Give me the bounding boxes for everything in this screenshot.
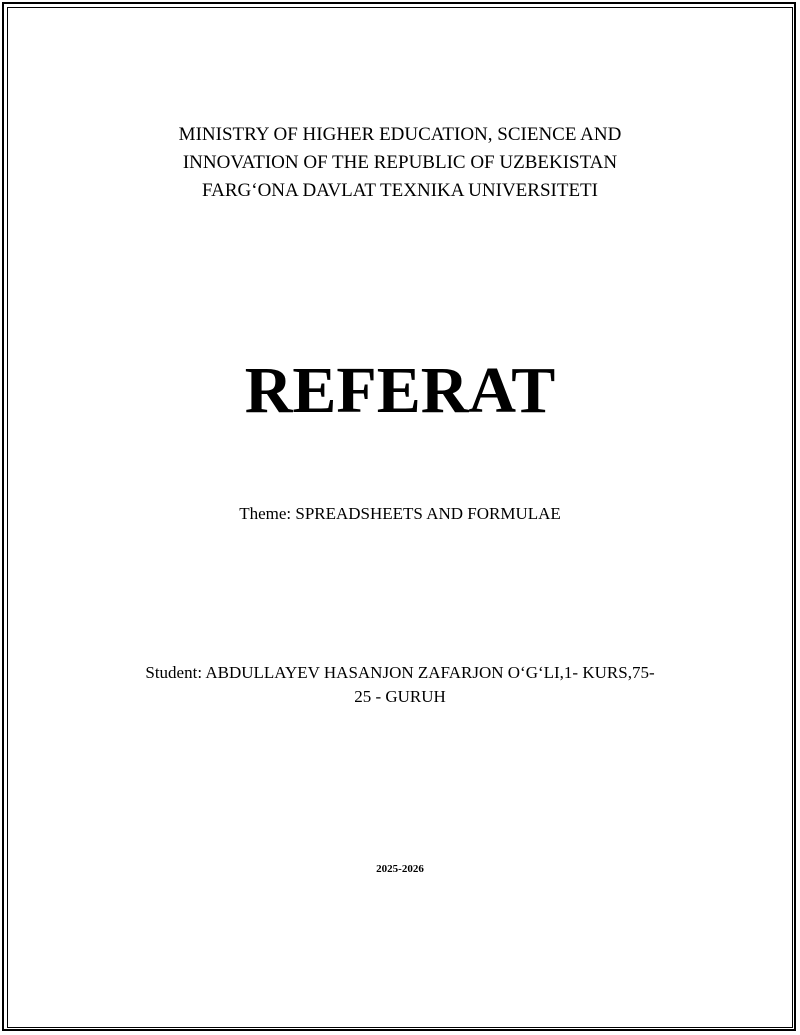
student-info [0, 661, 800, 709]
header-line-2: INNOVATION OF THE REPUBLIC OF UZBEKISTAN [182, 152, 618, 173]
student-line-2: 25 - GURUH [354, 687, 446, 706]
institution-header [0, 121, 800, 205]
theme-line: Theme: SPREADSHEETS AND FORMULAE [239, 504, 561, 523]
document-title: REFERAT [244, 354, 556, 427]
header-line-1: MINISTRY OF HIGHER EDUCATION, SCIENCE AND [178, 124, 622, 145]
student-line-1: Student: ABDULLAYEV HASANJON ZAFARJON O‘G‘LI,1- KURS,75- [145, 663, 655, 682]
academic-year: 2025-2026 [376, 863, 424, 875]
header-line-3: FARG‘ONA DAVLAT TEXNIKA UNIVERSITETI [201, 180, 598, 201]
